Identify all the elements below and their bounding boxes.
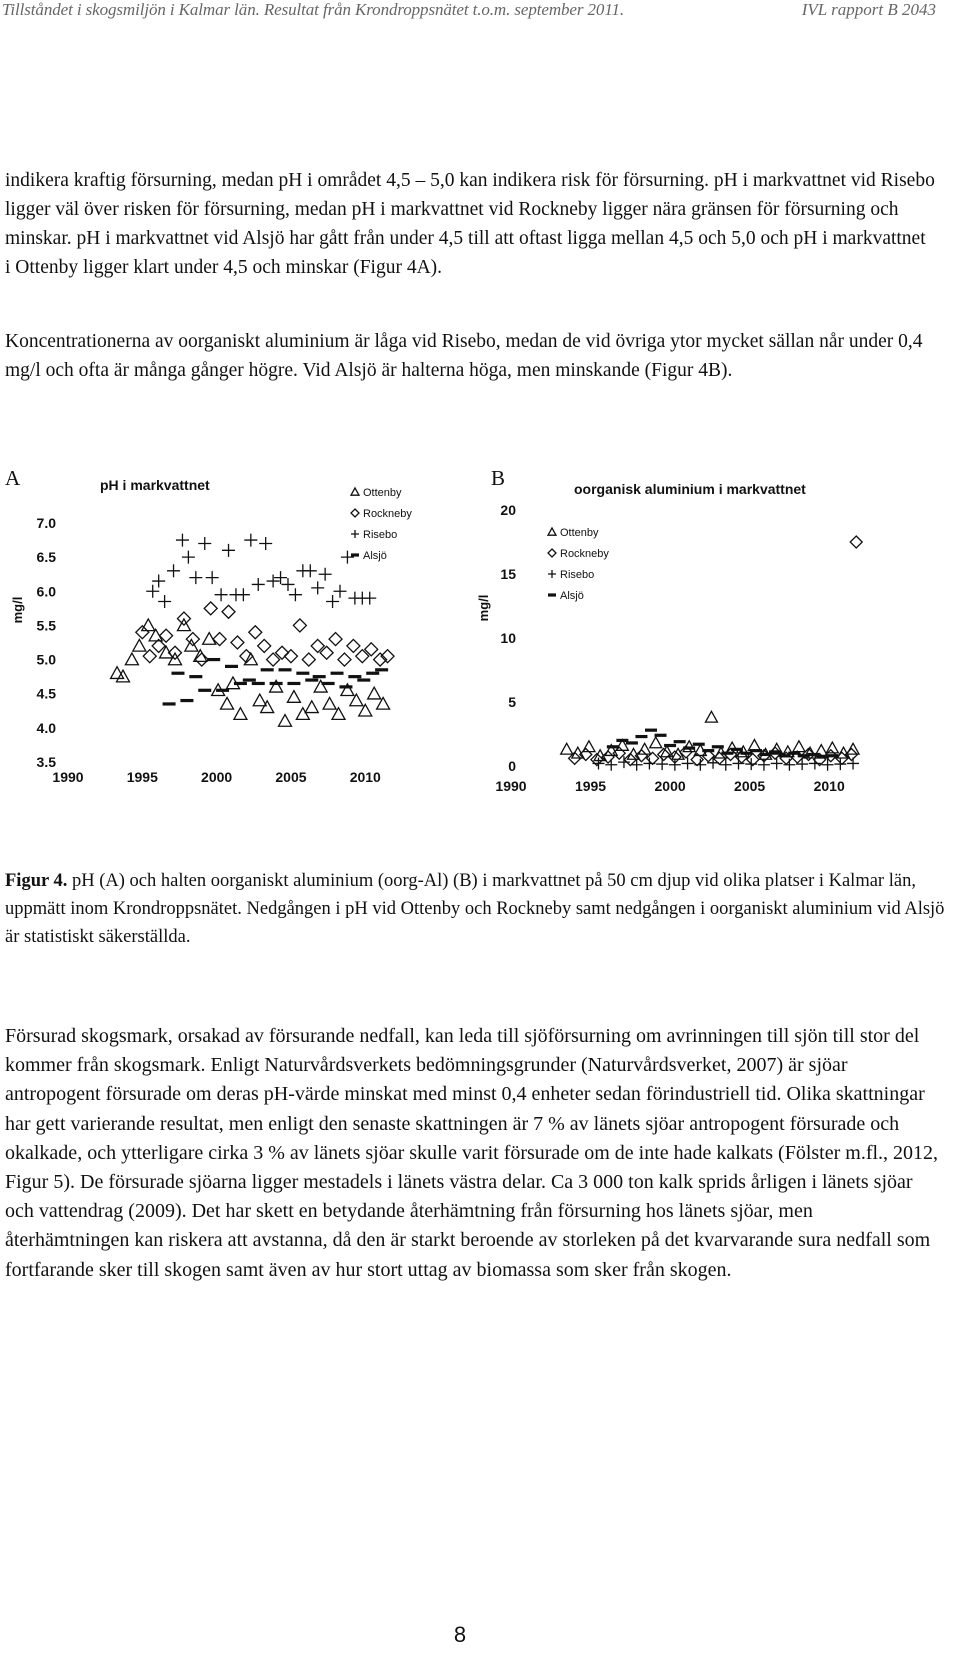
- legend-marker: [351, 530, 359, 538]
- data-point-ottenby: [133, 639, 146, 651]
- data-point-rockneby: [302, 653, 315, 666]
- data-point-alsjo: [305, 678, 318, 681]
- data-point-rockneby: [338, 653, 351, 666]
- panel-label-b: B: [491, 466, 506, 490]
- data-point-risebo: [237, 588, 250, 601]
- data-point-risebo: [363, 592, 376, 605]
- data-point-risebo: [733, 757, 745, 769]
- data-point-rockneby: [231, 636, 244, 649]
- data-point-ottenby: [847, 743, 859, 754]
- data-point-ottenby: [142, 619, 155, 631]
- legend-label: Alsjö: [560, 590, 584, 602]
- x-tick-label: 1995: [574, 778, 607, 794]
- data-point-alsjo: [216, 689, 229, 692]
- data-point-risebo: [206, 571, 219, 584]
- data-point-alsjo: [207, 658, 220, 661]
- data-point-risebo: [334, 585, 347, 598]
- data-point-ottenby: [748, 740, 760, 751]
- data-point-alsjo: [252, 682, 265, 685]
- data-point-risebo: [605, 759, 617, 771]
- data-point-alsjo: [375, 668, 388, 671]
- data-point-alsjo: [296, 672, 309, 675]
- data-point-rockneby: [136, 626, 149, 639]
- x-tick-label: 2010: [349, 769, 381, 785]
- data-point-alsjo: [198, 689, 211, 692]
- data-point-rockneby: [658, 748, 670, 760]
- data-point-rockneby: [204, 602, 217, 615]
- data-point-ottenby: [261, 701, 274, 713]
- data-point-ottenby: [221, 697, 234, 709]
- data-point-alsjo: [180, 699, 193, 702]
- data-point-risebo: [252, 578, 265, 591]
- y-tick-label: 20: [500, 502, 516, 518]
- y-axis-label: mg/l: [476, 594, 491, 622]
- data-point-alsjo: [693, 743, 705, 746]
- data-point-alsjo: [270, 682, 283, 685]
- page-number: 8: [453, 1622, 467, 1647]
- data-point-ottenby: [323, 697, 336, 709]
- data-point-risebo: [158, 595, 171, 608]
- data-point-alsjo: [635, 735, 647, 738]
- y-tick-label: 5.5: [36, 617, 56, 634]
- data-point-risebo: [669, 759, 681, 771]
- legend-label: Risebo: [560, 569, 595, 581]
- x-tick-label: 2000: [201, 769, 233, 785]
- data-point-risebo: [758, 759, 770, 771]
- data-point-ottenby: [234, 708, 247, 720]
- data-point-risebo: [198, 537, 211, 550]
- legend-label: Alsjö: [363, 550, 387, 562]
- data-point-alsjo: [339, 685, 352, 688]
- figure-caption: [5, 867, 945, 951]
- data-point-risebo: [834, 758, 846, 770]
- data-point-risebo: [222, 544, 235, 557]
- data-point-ottenby: [368, 687, 381, 699]
- data-point-risebo: [267, 575, 280, 588]
- data-point-risebo: [167, 564, 180, 577]
- data-point-rockneby: [850, 536, 862, 548]
- y-tick-label: 6.5: [36, 549, 56, 566]
- panel-label-a: A: [5, 466, 21, 490]
- data-point-risebo: [189, 571, 202, 584]
- data-point-ottenby: [561, 743, 573, 754]
- data-point-alsjo: [769, 750, 781, 753]
- data-point-alsjo: [826, 754, 838, 757]
- y-tick-label: 7.0: [36, 515, 56, 531]
- chart-title: oorganisk aluminium i markvattnet: [574, 481, 806, 497]
- paragraph-lake-acidification: Försurad skogsmark, orsakad av försurande nedfall, kan leda till sjöförsurning om avrinningen till sjön till stor del kommer från skogsmark. Enligt Naturvårdsverkets bedömningsgrunder (Naturvårdsverket, 2007) är sjöar antropogent försurade om deras pH-värde minskat med minst 0,4 enheter sedan förindustriell tid. Olika skattningar har gett varierande resultat, men enligt den senaste skattningen är 7 % av länets sjöar antropogent försurade och okalkade, och ytterligare cirka 3 % av länets sjöar skulle varit försurade om de inte hade kalkats (Fölster m.fl., 2012, Figur 5). De försurade sjöarna ligger mestadels i länets västra delar. Ca 3 000 ton kalk sprids årligen i länets sjöar och vattendrag (2009). Det har skett en betydande återhämtning från försurning hos länets sjöar, men återhämtningen kan riskera att avstanna, då den är starkt beroende av storleken på det kvarvarande sura nedfall som fortfarande sker till skogen samt även av hur stort uttag av biomassa som sker från skogen.: [5, 1025, 939, 1281]
- figure-caption-text: pH (A) och halten oorganiskt aluminium (oorg-Al) (B) i markvattnet på 50 cm djup vid olika platser i Kalmar län, uppmätt inom Krondroppsnätet. Nedgången i pH vid Ottenby och Rockneby samt nedgången i oorganiskt aluminium vid Alsjö är statistiskt säkerställda.: [5, 871, 945, 947]
- x-tick-label: 2000: [654, 778, 686, 794]
- data-point-risebo: [259, 537, 272, 550]
- data-point-alsjo: [607, 745, 619, 748]
- y-tick-label: 5.0: [36, 651, 56, 668]
- data-point-alsjo: [626, 741, 638, 744]
- data-point-risebo: [244, 534, 257, 547]
- y-tick-label: 4.0: [36, 719, 56, 736]
- data-point-risebo: [783, 759, 795, 771]
- data-point-ottenby: [185, 639, 198, 651]
- data-point-ottenby: [650, 737, 662, 748]
- data-point-alsjo: [702, 749, 714, 752]
- data-point-alsjo: [731, 748, 743, 751]
- header-report-number: IVL rapport B 2043: [801, 0, 936, 19]
- data-point-ottenby: [160, 646, 173, 658]
- data-point-alsjo: [750, 749, 762, 752]
- data-point-risebo: [215, 588, 228, 601]
- legend-label: Ottenby: [363, 487, 402, 499]
- figure-caption-label: Figur 4.: [5, 871, 68, 891]
- data-point-alsjo: [313, 675, 326, 678]
- x-tick-label: 2005: [275, 769, 307, 785]
- data-point-ottenby: [116, 670, 129, 682]
- data-point-ottenby: [125, 653, 138, 665]
- data-point-alsjo: [322, 682, 335, 685]
- data-point-risebo: [274, 571, 287, 584]
- data-point-ottenby: [793, 741, 805, 752]
- data-point-alsjo: [655, 734, 667, 737]
- data-point-risebo: [304, 564, 317, 577]
- data-point-rockneby: [293, 619, 306, 632]
- x-tick-label: 1995: [126, 769, 158, 785]
- y-tick-label: 15: [500, 566, 516, 582]
- y-tick-label: 3.5: [36, 754, 56, 770]
- data-point-alsjo: [287, 682, 300, 685]
- data-point-risebo: [182, 551, 195, 564]
- data-point-risebo: [809, 757, 821, 769]
- data-point-alsjo: [243, 678, 256, 681]
- data-point-alsjo: [225, 665, 238, 668]
- data-point-alsjo: [171, 672, 184, 675]
- legend-marker: [548, 593, 556, 596]
- data-point-ottenby: [305, 701, 318, 713]
- data-point-alsjo: [261, 668, 274, 671]
- data-point-alsjo: [279, 668, 292, 671]
- data-point-ottenby: [279, 715, 292, 727]
- chart-oorganisk-aluminium: [476, 481, 935, 845]
- data-point-alsjo: [664, 744, 676, 747]
- y-axis-label: mg/l: [10, 596, 25, 624]
- data-point-ottenby: [737, 746, 749, 757]
- y-tick-label: 6.0: [36, 583, 56, 600]
- data-point-risebo: [796, 758, 808, 770]
- data-point-risebo: [643, 757, 655, 769]
- data-point-ottenby: [705, 711, 717, 722]
- data-point-alsjo: [234, 682, 247, 685]
- data-point-ottenby: [287, 691, 300, 703]
- chart-title: pH i markvattnet: [100, 477, 210, 493]
- data-point-risebo: [146, 585, 159, 598]
- data-point-risebo: [847, 757, 859, 769]
- data-point-alsjo: [357, 678, 370, 681]
- data-point-risebo: [281, 578, 294, 591]
- legend-label: Risebo: [363, 529, 398, 541]
- data-point-alsjo: [683, 746, 695, 749]
- y-tick-label: 4.5: [36, 685, 56, 702]
- data-point-alsjo: [721, 752, 733, 755]
- data-point-alsjo: [189, 675, 202, 678]
- data-point-rockneby: [258, 639, 271, 652]
- x-tick-label: 2010: [813, 778, 845, 794]
- data-point-risebo: [694, 759, 706, 771]
- data-point-risebo: [326, 595, 339, 608]
- paragraph-ph-discussion: indikera kraftig försurning, medan pH i området 4,5 – 5,0 kan indikera risk för försurning. pH i markvattnet vid Risebo ligger väl över risken för försurning, medan pH i markvattnet vid Rockneby ligger nära gränsen för försurning och minskar. pH i markvattnet vid Alsjö har gått från under 4,5 till att oftast ligga mellan 4,5 och 5,0 och pH i markvattnet i Ottenby ligger klart under 4,5 och minskar (Figur 4A).: [5, 170, 935, 278]
- data-point-alsjo: [366, 672, 379, 675]
- legend-marker: [351, 553, 359, 556]
- data-point-risebo: [319, 568, 332, 581]
- legend-label: Rockneby: [363, 508, 412, 520]
- x-tick-label: 2005: [734, 778, 766, 794]
- x-tick-label: 1990: [52, 769, 84, 785]
- legend-label: Ottenby: [560, 527, 599, 539]
- legend-marker: [548, 528, 556, 535]
- legend-marker: [351, 509, 359, 517]
- data-point-rockneby: [284, 650, 297, 663]
- chart-ph-markvattnet: [0, 477, 445, 845]
- data-point-ottenby: [253, 694, 266, 706]
- y-tick-label: 10: [500, 630, 516, 646]
- data-point-risebo: [289, 588, 302, 601]
- data-point-rockneby: [249, 626, 262, 639]
- data-point-rockneby: [329, 633, 342, 646]
- data-point-risebo: [152, 575, 165, 588]
- legend-label: Rockneby: [560, 548, 609, 560]
- data-point-alsjo: [712, 745, 724, 748]
- data-point-alsjo: [645, 729, 657, 732]
- data-point-risebo: [176, 534, 189, 547]
- data-point-rockneby: [222, 605, 235, 618]
- data-point-alsjo: [331, 672, 344, 675]
- legend-marker: [548, 549, 556, 557]
- legend-marker: [548, 570, 556, 578]
- x-tick-label: 1990: [495, 778, 527, 794]
- data-point-alsjo: [348, 675, 361, 678]
- header-report-title: Tillståndet i skogsmiljön i Kalmar län. Resultat från Krondroppsnätet t.o.m. september 2011.: [2, 0, 625, 19]
- paragraph-aluminium-discussion: Koncentrationerna av oorganiskt aluminium är låga vid Risebo, medan de vid övriga ytor mycket sällan når under 0,4 mg/l och ofta är många gånger högre. Vid Alsjö är halterna höga, men minskande (Figur 4B).: [5, 331, 923, 381]
- data-point-alsjo: [674, 740, 686, 743]
- y-tick-label: 0: [508, 758, 516, 774]
- data-point-alsjo: [163, 702, 176, 705]
- data-point-risebo: [311, 581, 324, 594]
- legend-marker: [351, 488, 359, 495]
- data-point-risebo: [341, 551, 354, 564]
- y-tick-label: 5: [508, 694, 516, 710]
- running-header: [0, 0, 960, 22]
- data-point-rockneby: [347, 639, 360, 652]
